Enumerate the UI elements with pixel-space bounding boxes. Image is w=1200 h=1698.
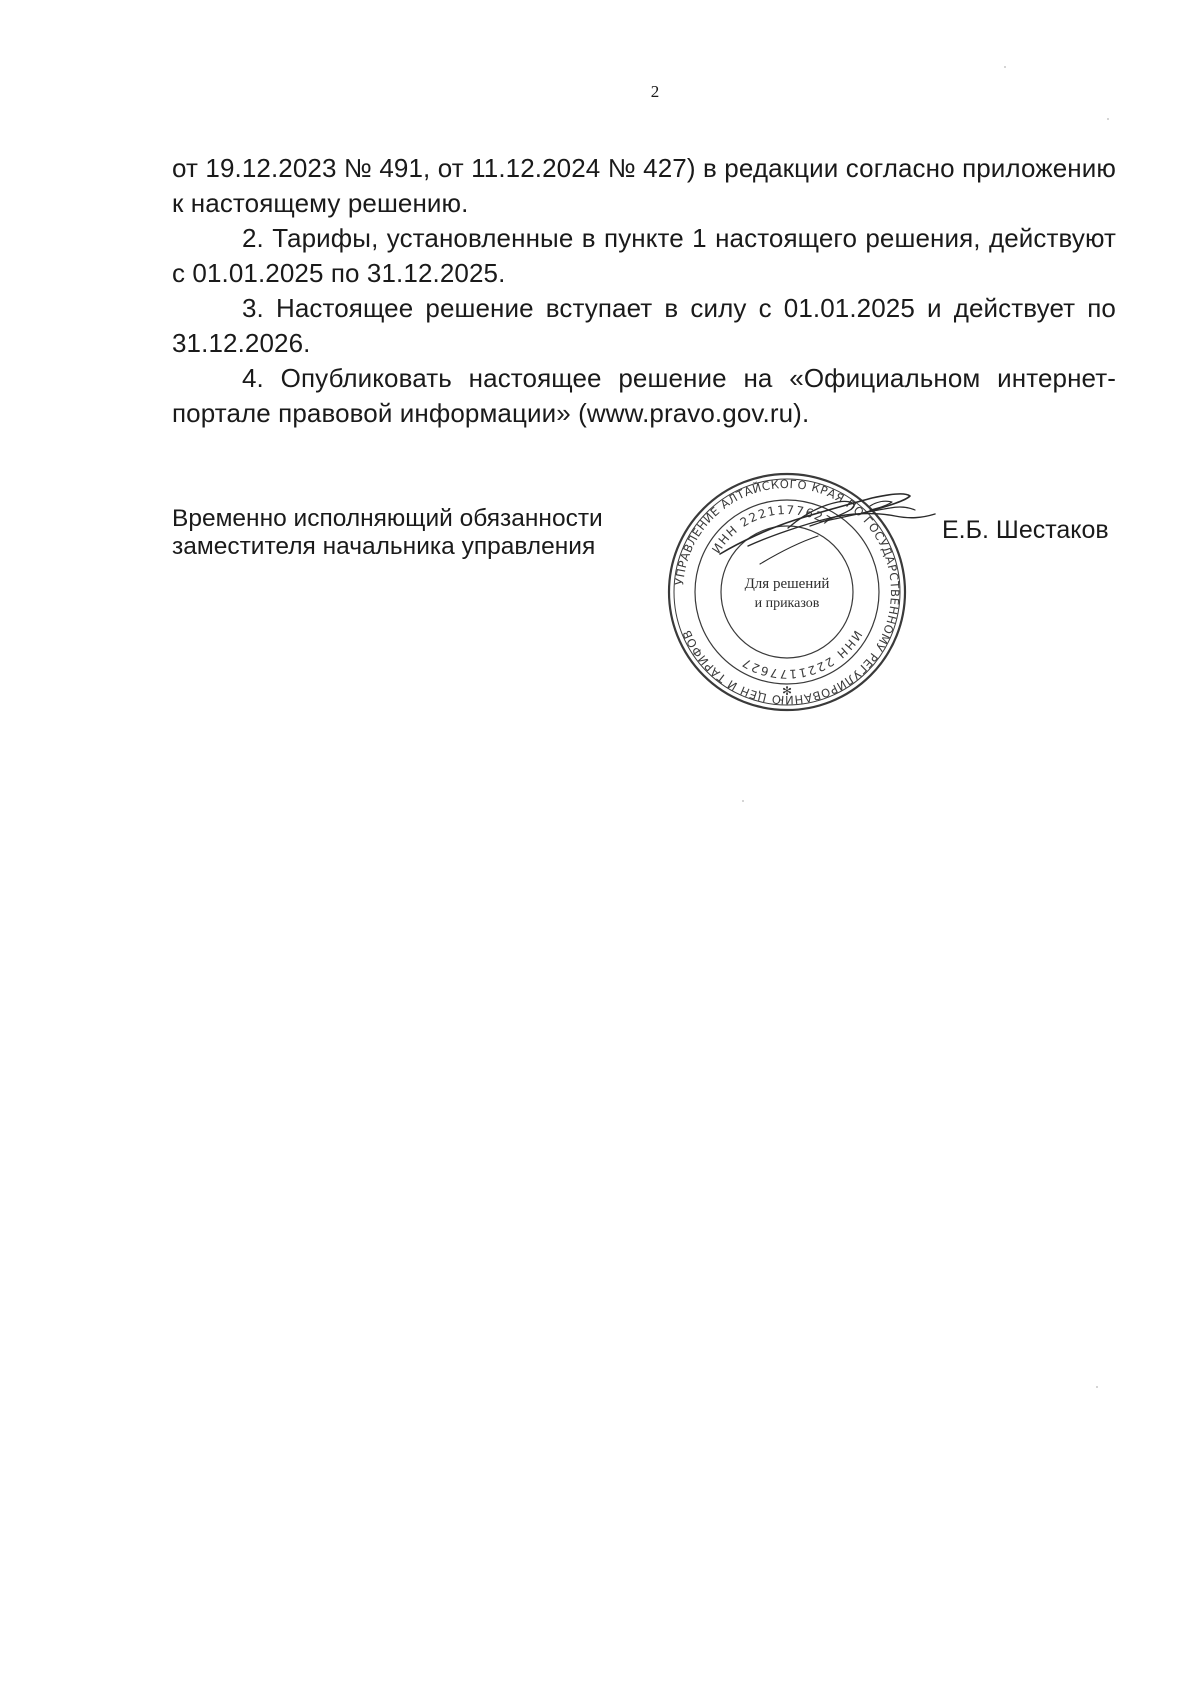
paragraph-item-4 bbox=[172, 361, 1116, 431]
text-line: портале правовой информации» (www.pravo.gov.ru). bbox=[172, 398, 810, 428]
text-line: по 31.12.2026. bbox=[172, 293, 1116, 358]
text-line: 3. Настоящее решение вступает в силу с 01.01.2025 и действует bbox=[242, 293, 1076, 323]
text-line: к настоящему решению. bbox=[172, 188, 469, 218]
scan-speck bbox=[1096, 1386, 1098, 1388]
paragraph-item-2 bbox=[172, 221, 1116, 291]
seal-inn-text: ИНН 2221177627 bbox=[709, 502, 836, 556]
star-icon: ✻ bbox=[781, 684, 793, 698]
document-body bbox=[172, 151, 1116, 431]
text-line: с 01.01.2025 по 31.12.2025. bbox=[172, 258, 506, 288]
text-line: от 19.12.2023 № 491, от 11.12.2024 № 427) в редакции согласно приложению bbox=[172, 153, 1116, 183]
text-line: 2. Тарифы, установленные в пункте 1 настоящего решения, действуют bbox=[242, 223, 1116, 253]
paragraph-item-3 bbox=[172, 291, 1116, 361]
scan-speck bbox=[742, 800, 744, 802]
signatory-position bbox=[172, 505, 603, 561]
paragraph-continuation bbox=[172, 151, 1116, 221]
scan-speck bbox=[1004, 66, 1006, 68]
seal-center-text: и приказов bbox=[754, 596, 820, 611]
text-line: 4. Опубликовать настоящее решение на «Официальном интернет- bbox=[242, 363, 1116, 393]
position-line: заместителя начальника управления bbox=[172, 533, 596, 560]
seal-outer-text: УПРАВЛЕНИЕ АЛТАЙСКОГО КРАЯ ПО ГОСУДАРСТВЕННОМУ РЕГУЛИРОВАНИЮ ЦЕН И ТАРИФОВ bbox=[672, 476, 903, 708]
seal-center-text: Для решений bbox=[744, 576, 830, 592]
page-number: 2 bbox=[650, 82, 660, 101]
seal-inn-text: ИНН 2221177627 bbox=[738, 628, 865, 682]
handwritten-signature bbox=[700, 476, 960, 596]
position-line: Временно исполняющий обязанности bbox=[172, 505, 603, 532]
scan-speck bbox=[1107, 118, 1109, 120]
signer-name: Е.Б. Шестаков bbox=[942, 516, 1109, 544]
